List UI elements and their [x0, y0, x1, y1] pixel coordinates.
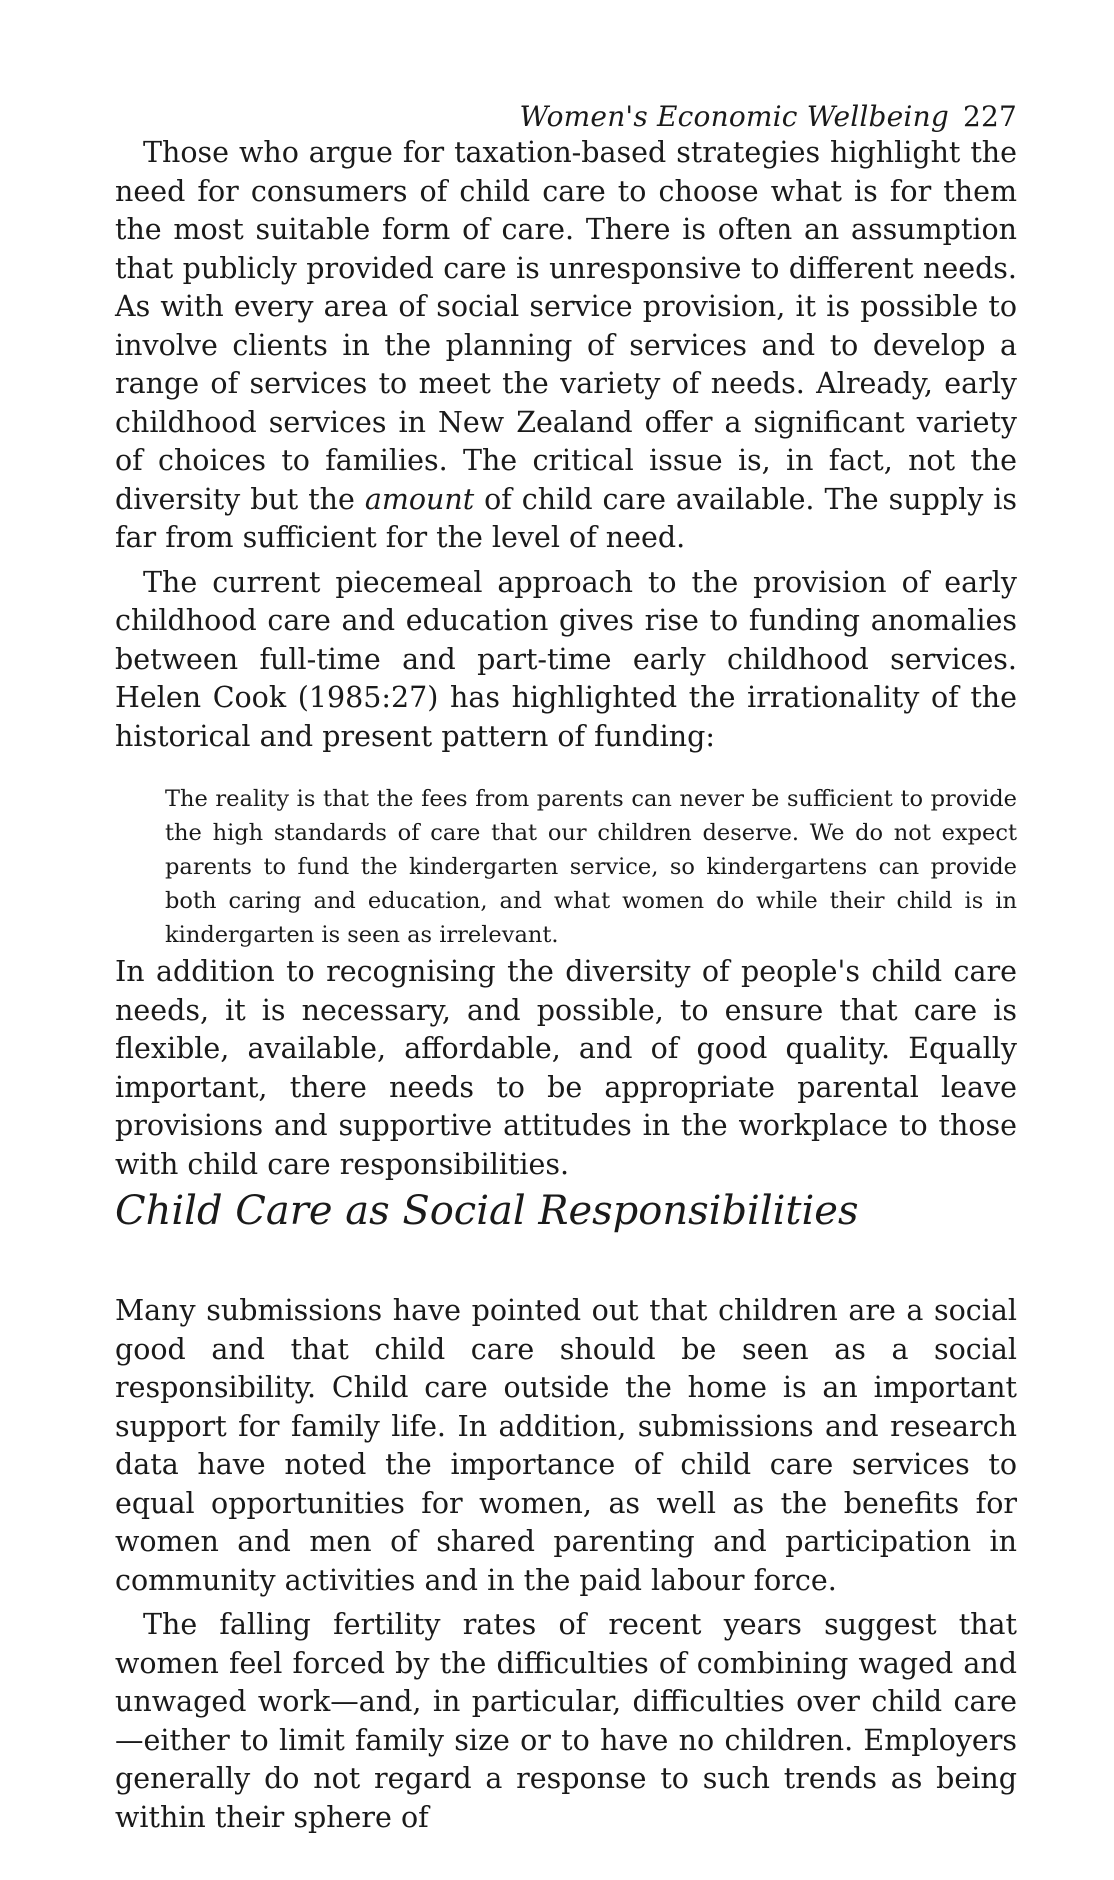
running-title: Women's Economic Wellbeing: [519, 100, 949, 133]
page-number: 227: [962, 100, 1017, 133]
block-quote: The reality is that the fees from parents can never be sufficient to provide the high standards of care that our children deserve. We do not expect parents to fund the kindergarten service, so kindergartens can provide both caring and education, and what women do while their child is in kindergarten is seen as irrelevant.: [165, 786, 1017, 948]
paragraph-2: The current piecemeal approach to the provision of early childhood care and education gives rise to funding anomalies between full-time and part-time early childhood services. Helen Cook (1985:27) has highlighted the irrationality of the historical and present pattern of funding:: [115, 565, 1017, 753]
paragraph-4: Many submissions have pointed out that children are a social good and that child care should be seen as a social responsibility. Child care outside the home is an important support for family life. In addition, submissions and research data have noted the importance of child care services to equal opportunities for women, as well as the benefits for women and men of shared parenting and participation in community activities and in the paid labour force.: [115, 1294, 1017, 1597]
running-head: [520, 100, 1017, 133]
paragraph-1-text-a: Those who argue for taxation-based strategies highlight the need for consumers of child care to choose what is for them the most suitable form of care. There is often an assumption that publicly provided care is unresponsive to different needs. As with every area of social service provision, it is possible to involve clients in the planning of services and to develop a range of services to meet the variety of needs. Already, early childhood services in New Zealand offer a significant variety of choices to families. The critical issue is, in fact, not the diversity but the: [115, 136, 1017, 516]
text-block-middle: [115, 953, 1017, 1184]
paragraph-1-emphasis: amount: [364, 482, 475, 516]
paragraph-5: The falling fertility rates of recent years suggest that women feel forced by the difficulties of combining waged and unwaged work—and, in particular, difficulties over child care—either to limit family size or to have no children. Employers generally do not regard a response to such trends as being within their sphere of: [115, 1608, 1017, 1834]
text-block-upper: [115, 134, 1017, 756]
paragraph-1-text-b: of child care available. The supply is far from sufficient for the level of need.: [115, 482, 1017, 554]
text-block-lower: [115, 1292, 1017, 1837]
paragraph-1: [115, 134, 1017, 558]
section-heading: Child Care as Social Responsibilities: [115, 1188, 859, 1234]
paragraph-3: In addition to recognising the diversity of people's child care needs, it is necessary, and possible, to ensure that care is flexible, available, affordable, and of good quality. Equally important, there needs to be appropriate parental leave provisions and supportive attitudes in the workplace to those with child care responsibilities.: [115, 955, 1017, 1181]
